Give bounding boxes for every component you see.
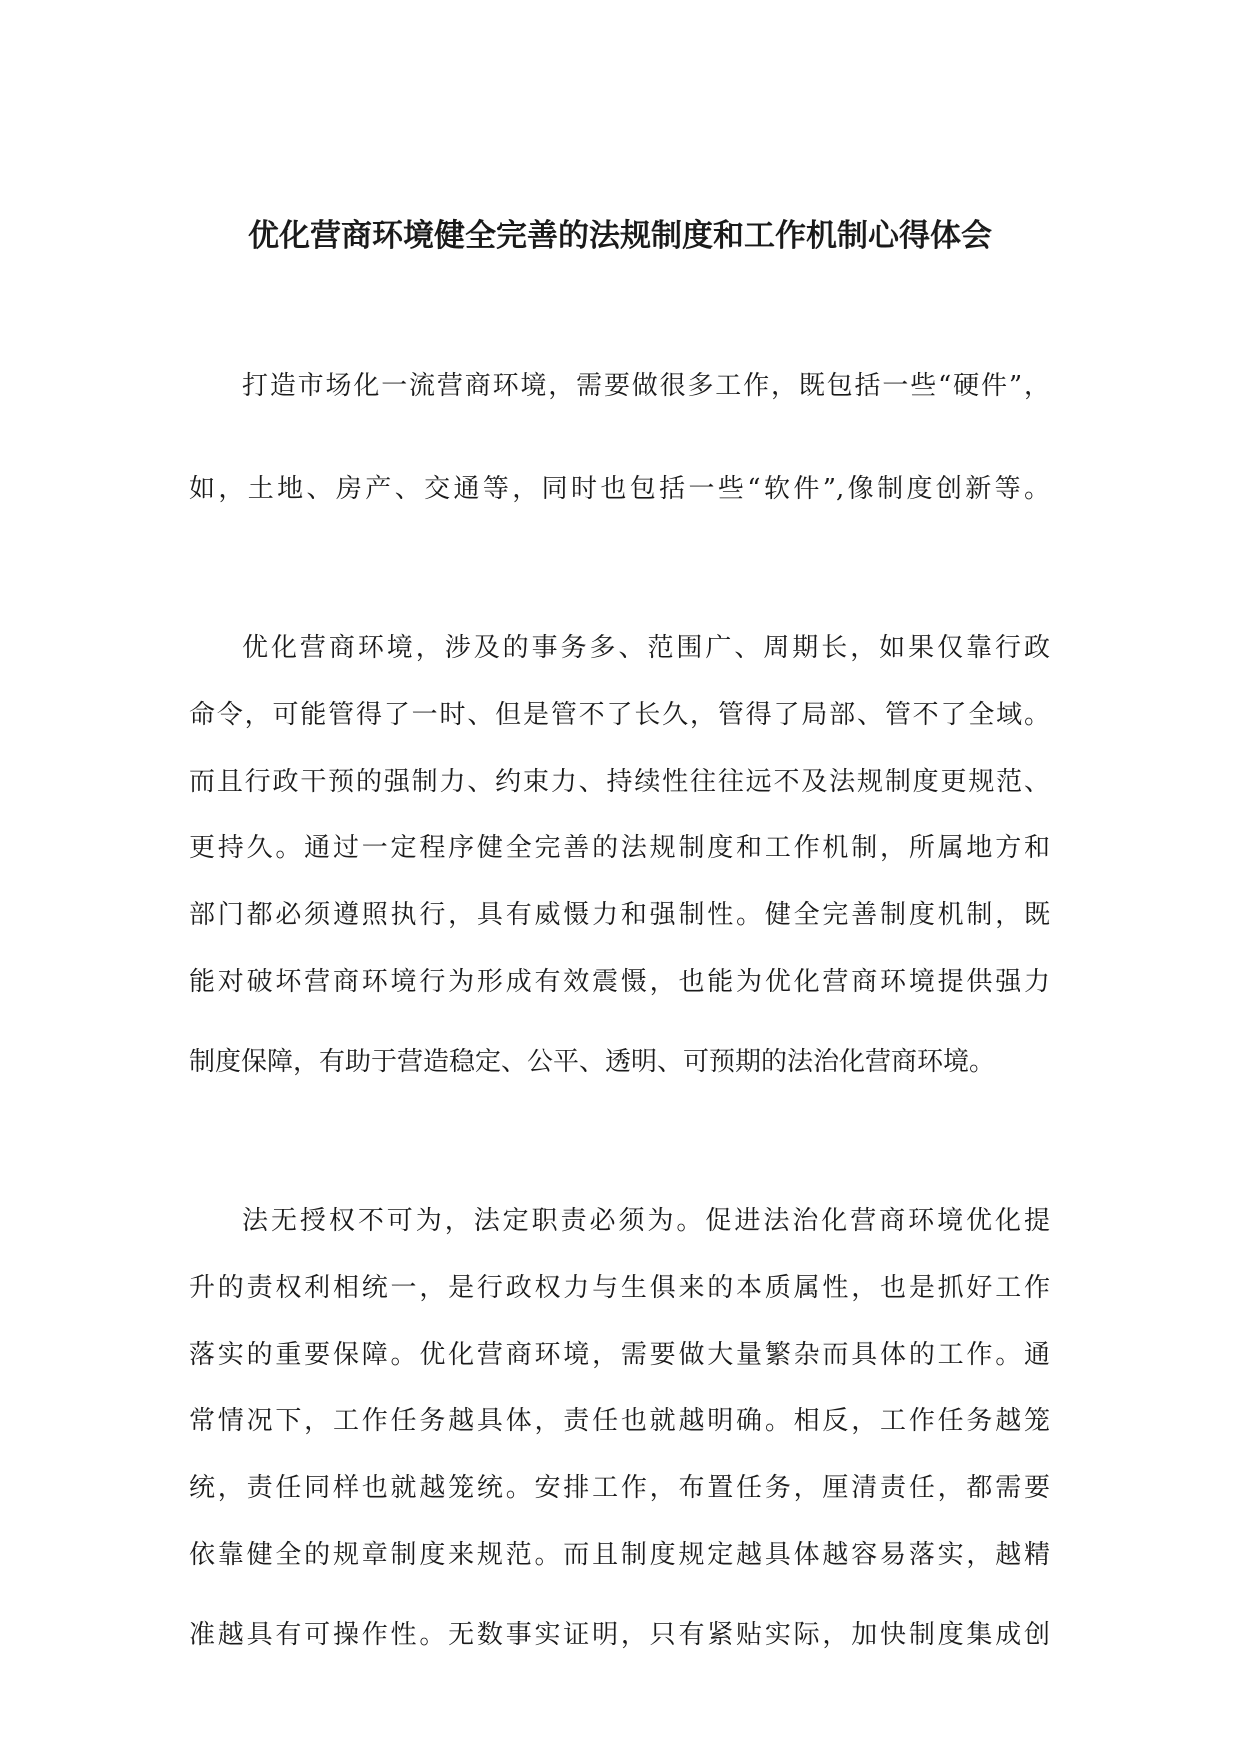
paragraph-2-line-2: 命令，可能管得了一时、但是管不了长久，管得了局部、管不了全域。 [189,700,1050,730]
paragraph-3-line-6: 依靠健全的规章制度来规范。而且制度规定越具体越容易落实，越精 [189,1540,1050,1570]
paragraph-2-line-4: 更持久。通过一定程序健全完善的法规制度和工作机制，所属地方和 [189,833,1050,863]
paragraph-3-line-2: 升的责权利相统一，是行政权力与生俱来的本质属性，也是抓好工作 [189,1273,1050,1303]
paragraph-3-line-5: 统，责任同样也就越笼统。安排工作，布置任务，厘清责任，都需要 [189,1473,1050,1503]
paragraph-3-line-7: 准越具有可操作性。无数事实证明，只有紧贴实际，加快制度集成创 [189,1620,1050,1650]
paragraph-2-line-1: 优化营商环境，涉及的事务多、范围广、周期长，如果仅靠行政 [242,633,1050,663]
paragraph-2-line-3: 而且行政干预的强制力、约束力、持续性往往远不及法规制度更规范、 [189,767,1050,797]
paragraph-3-line-1: 法无授权不可为，法定职责必须为。促进法治化营商环境优化提 [242,1206,1050,1236]
paragraph-2-line-5: 部门都必须遵照执行，具有威慑力和强制性。健全完善制度机制，既 [189,900,1050,930]
document-title: 优化营商环境健全完善的法规制度和工作机制心得体会 [248,218,992,254]
paragraph-3-line-4: 常情况下，工作任务越具体，责任也就越明确。相反，工作任务越笼 [189,1406,1050,1436]
paragraph-2-line-7: 制度保障，有助于营造稳定、公平、透明、可预期的法治化营商环境。 [189,1047,996,1077]
paragraph-1-line-1: 打造市场化一流营商环境，需要做很多工作，既包括一些“硬件”， [242,371,1050,401]
paragraph-2-line-6: 能对破坏营商环境行为形成有效震慑，也能为优化营商环境提供强力 [189,967,1050,997]
paragraph-3-line-3: 落实的重要保障。优化营商环境，需要做大量繁杂而具体的工作。通 [189,1340,1050,1370]
paragraph-1-line-2: 如，土地、房产、交通等，同时也包括一些“软件”,像制度创新等。 [189,474,1050,504]
